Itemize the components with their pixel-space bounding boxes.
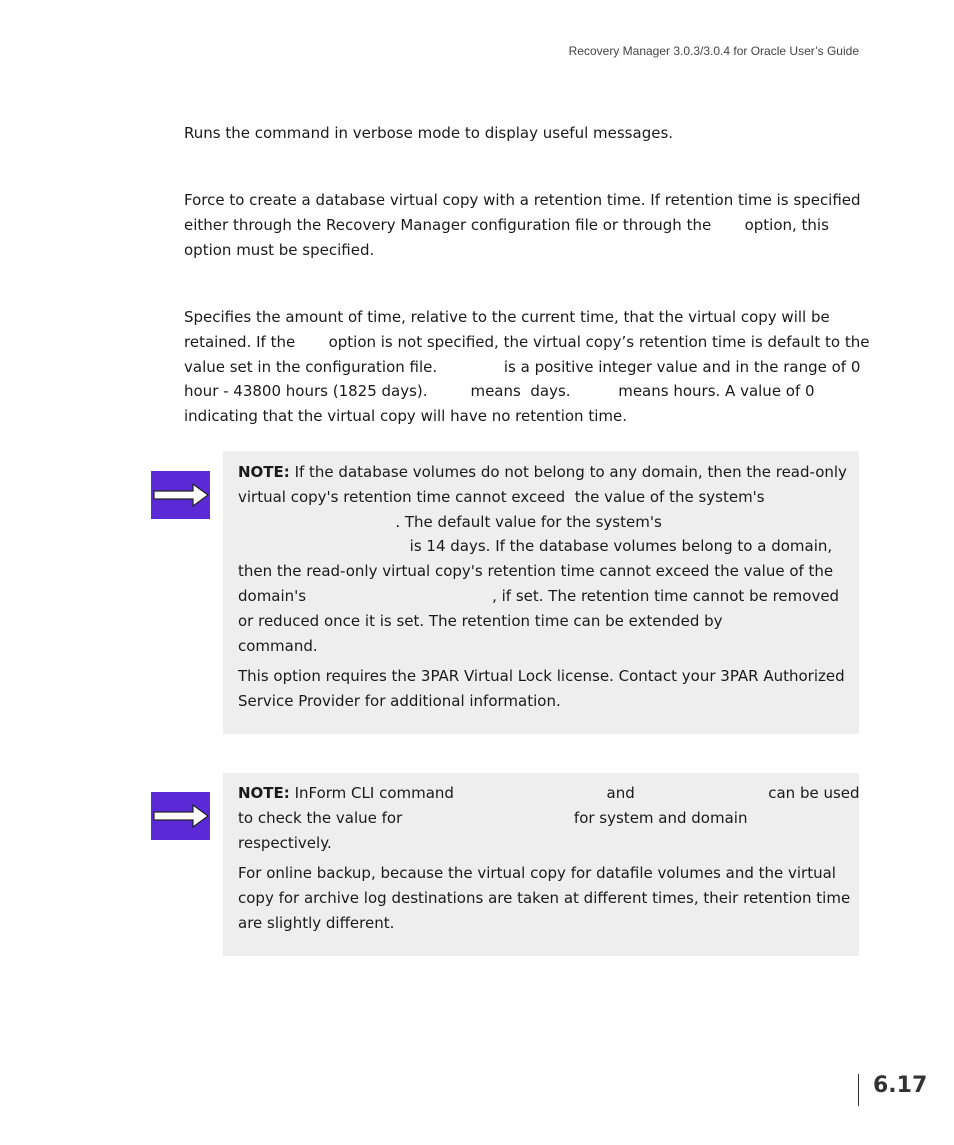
note-showvv-text — [238, 781, 860, 936]
text-line — [238, 460, 850, 485]
text-line: or reduced once it is set. The retention time can be extended by — [238, 611, 723, 630]
text-line: either through the Recovery Manager configuration file or through the option, this — [184, 215, 829, 234]
text-line — [238, 781, 860, 806]
verbose-description — [184, 121, 859, 146]
note-label: NOTE: — [238, 463, 290, 481]
text-line: command. — [238, 636, 318, 655]
note-first-line: If the database volumes do not belong to any domain, then the read-only — [289, 463, 847, 481]
text-line: This option requires the 3PAR Virtual Lock license. Contact your 3PAR Authorized — [238, 667, 845, 686]
text-line: respectively. — [238, 833, 332, 852]
note-retention-text — [238, 460, 850, 714]
text-line: domain's , if set. The retention time cannot be removed — [238, 586, 840, 605]
page-number: 6.17 — [873, 1073, 928, 1098]
text-line: copy for archive log destinations are taken at different times, their retention time — [238, 889, 851, 908]
text-line: is 14 days. If the database volumes belong to a domain, — [238, 537, 833, 556]
note-label: NOTE: — [238, 784, 290, 802]
text-line: retained. If the option is not specified, the virtual copy’s retention time is default to the — [184, 332, 870, 351]
text-line: indicating that the virtual copy will have no retention time. — [184, 407, 627, 426]
text-line: Specifies the amount of time, relative to the current time, that the virtual copy will be — [184, 308, 830, 326]
text-line: are slightly different. — [238, 913, 395, 932]
page-number-divider — [858, 1074, 859, 1106]
note-first-line: InForm CLI command and can be used — [289, 784, 860, 802]
text-line: For online backup, because the virtual copy for datafile volumes and the virtual — [238, 864, 836, 883]
text-line: hour - 43800 hours (1825 days). means days. means hours. A value of 0 — [184, 382, 815, 401]
arrow-right-icon — [151, 471, 210, 519]
retention-description — [184, 305, 870, 429]
text-line: Force to create a database virtual copy with a retention time. If retention time is specified — [184, 191, 861, 209]
running-header: Recovery Manager 3.0.3/3.0.4 for Oracle User’s Guide — [568, 44, 859, 58]
text-line: option must be specified. — [184, 240, 375, 259]
text-line: . The default value for the system's — [238, 512, 662, 531]
text-line: Service Provider for additional information. — [238, 692, 561, 711]
text-line: virtual copy's retention time cannot exceed the value of the system's — [238, 487, 765, 506]
force-description — [184, 188, 859, 262]
text-line: then the read-only virtual copy's retention time cannot exceed the value of the — [238, 562, 834, 581]
arrow-right-icon — [151, 792, 210, 840]
text-line: to check the value for for system and domain — [238, 808, 748, 827]
text-line: value set in the configuration file. is a positive integer value and in the range of 0 — [184, 357, 861, 376]
text-line: Runs the command in verbose mode to display useful messages. — [184, 124, 674, 142]
